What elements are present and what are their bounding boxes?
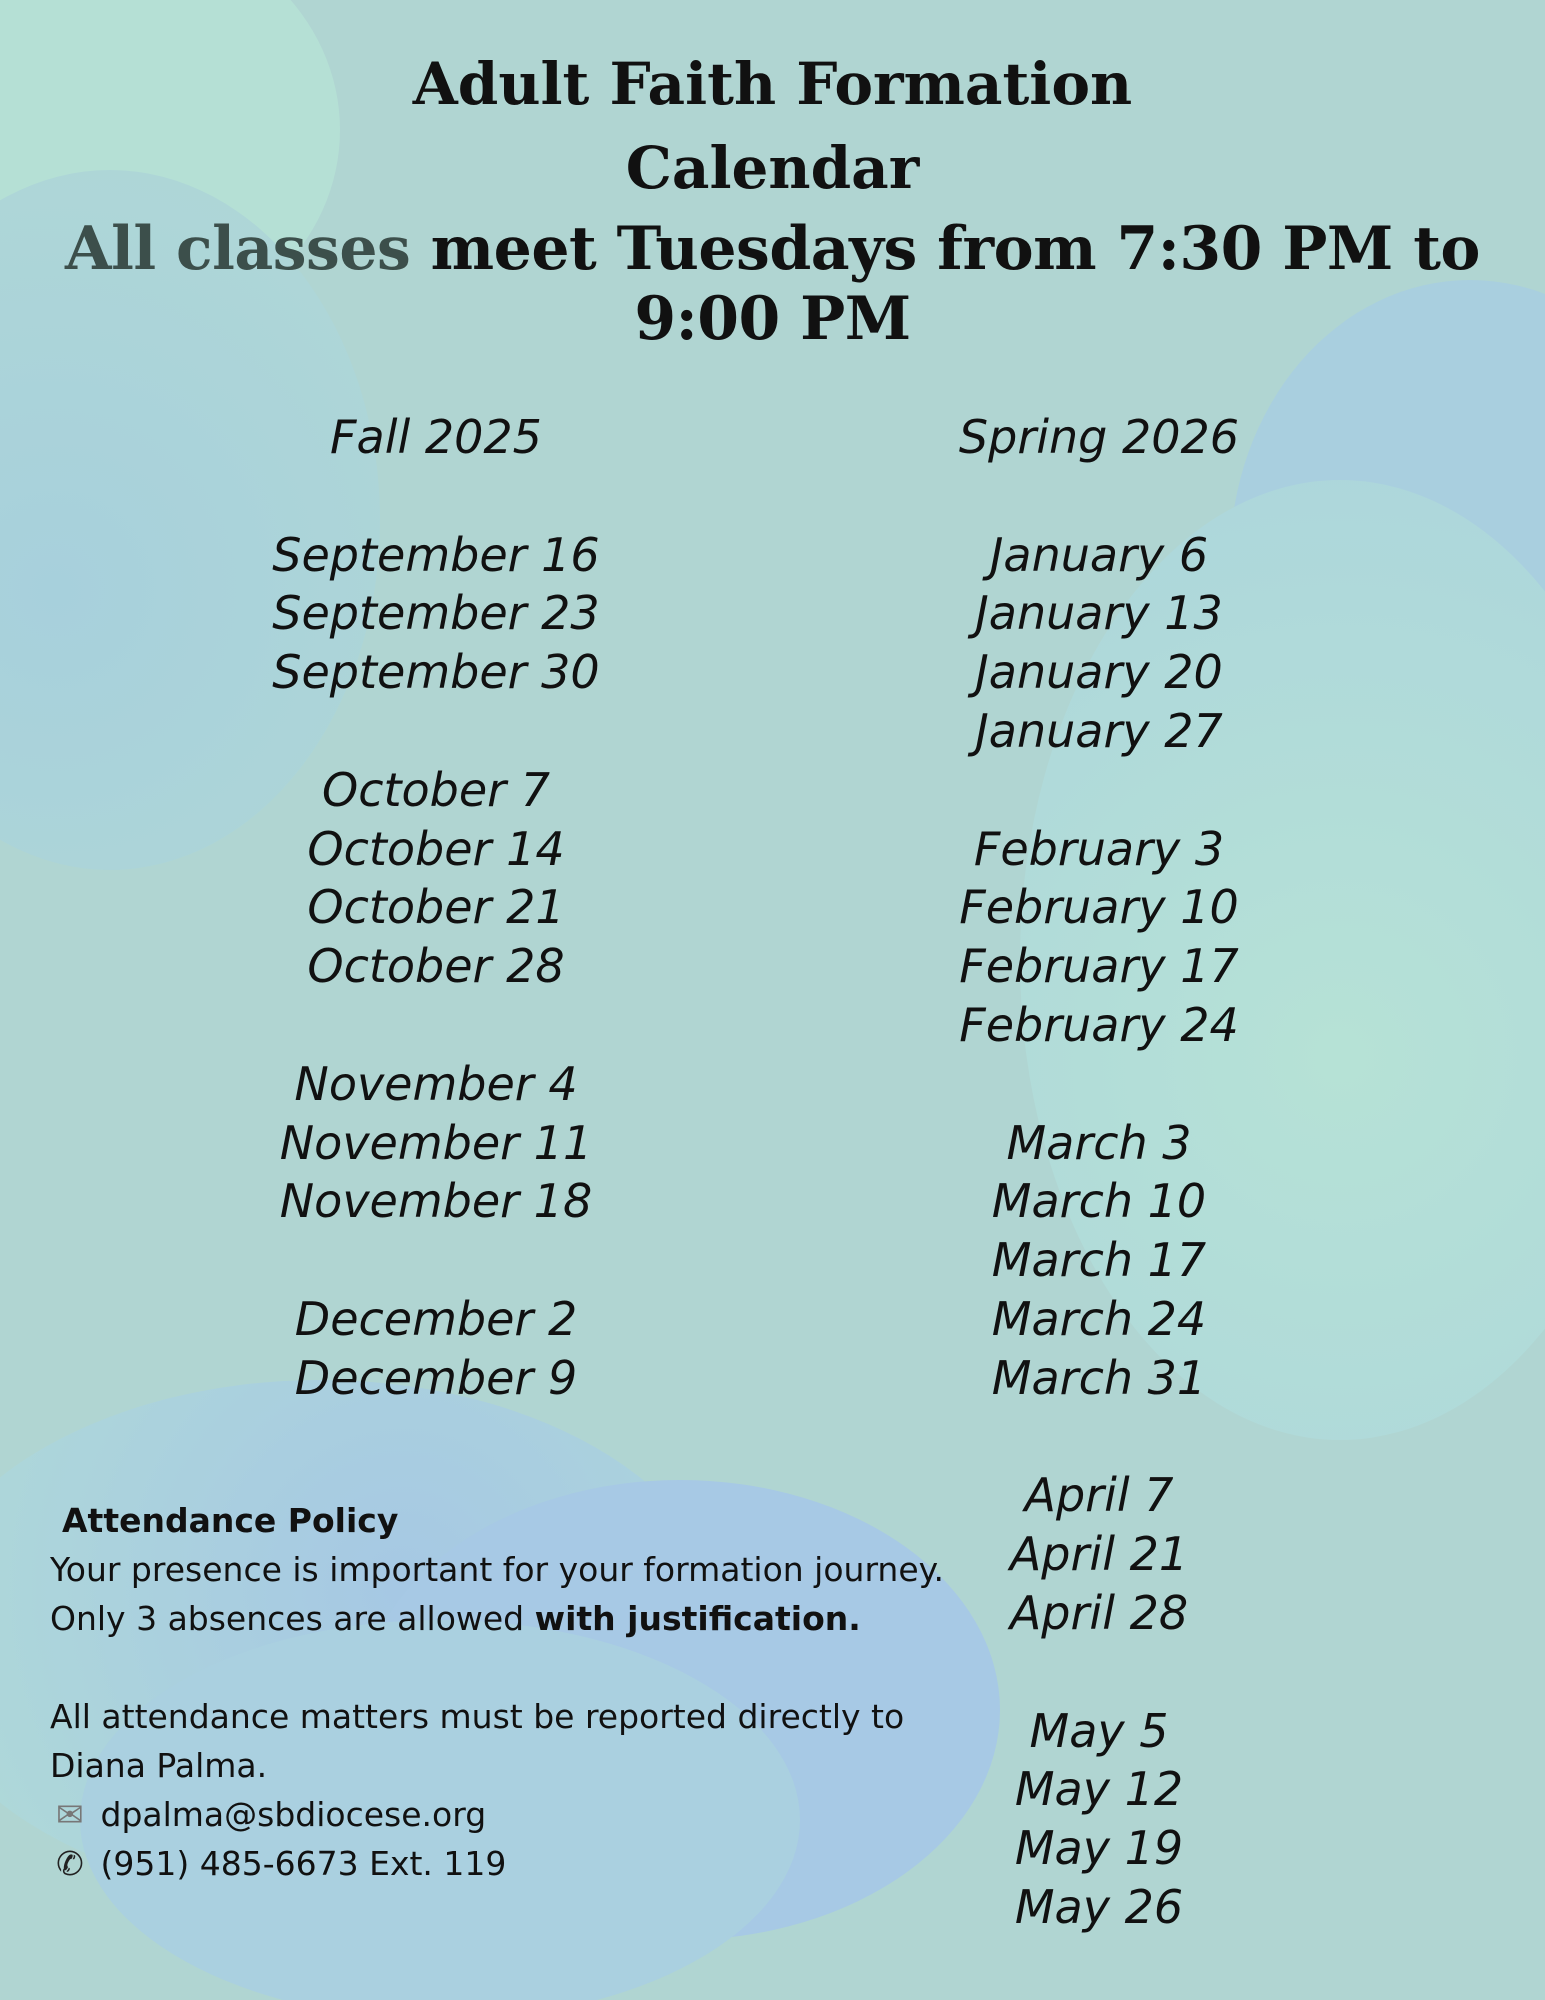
contact-phone [50, 1839, 970, 1888]
policy-heading: Attendance Policy [62, 1501, 399, 1540]
class-date: December 2 [294, 1291, 578, 1346]
class-date: January 27 [975, 703, 1223, 758]
page-title: Adult Faith Formation [412, 50, 1133, 118]
month-group [176, 1290, 696, 1408]
class-date: March 3 [1006, 1115, 1192, 1170]
policy-line [50, 1594, 970, 1643]
meeting-time-rest: meet Tuesdays from 7:30 PM to 9:00 PM [410, 214, 1480, 354]
class-date: November 11 [279, 1115, 593, 1170]
class-date: February 3 [973, 821, 1225, 876]
spring-season-heading: Spring 2026 [958, 410, 1240, 464]
class-date: September 23 [272, 586, 600, 641]
fall-schedule [176, 408, 696, 1466]
envelope-icon: ✉ [56, 1795, 84, 1834]
attendance-policy [50, 1496, 970, 1888]
class-date: January 6 [989, 527, 1209, 582]
class-date: May 5 [1029, 1703, 1169, 1758]
class-date: May 12 [1014, 1762, 1184, 1817]
class-date: March 24 [991, 1291, 1207, 1346]
class-date: April 7 [1024, 1468, 1174, 1523]
class-date: November 4 [294, 1056, 578, 1111]
contact-name: Diana Palma. [50, 1746, 268, 1785]
page-subtitle: Calendar [625, 134, 920, 202]
class-date: October 7 [322, 762, 550, 817]
fall-season-heading: Fall 2025 [330, 410, 542, 464]
class-date: December 9 [294, 1350, 578, 1405]
class-date: April 28 [1009, 1585, 1189, 1640]
class-date: September 30 [272, 645, 600, 700]
class-date: November 18 [279, 1174, 593, 1229]
class-date: March 10 [991, 1174, 1207, 1229]
class-date: March 31 [991, 1350, 1207, 1405]
class-date: February 24 [959, 997, 1239, 1052]
class-date: October 28 [307, 939, 565, 994]
phone-number[interactable]: (951) 485-6673 Ext. 119 [100, 1844, 507, 1883]
class-date: January 20 [975, 645, 1223, 700]
class-date: September 16 [272, 527, 600, 582]
phone-icon: ✆ [56, 1844, 84, 1883]
policy-line: Your presence is important for your formation journey. [50, 1550, 944, 1589]
class-date: March 17 [991, 1233, 1207, 1288]
class-date: April 21 [1009, 1527, 1189, 1582]
class-date: October 14 [307, 821, 565, 876]
meeting-time-lead: All classes [65, 214, 411, 284]
class-date: February 10 [959, 880, 1239, 935]
email-link[interactable]: dpalma@sbdiocese.org [100, 1795, 487, 1834]
class-date: January 13 [975, 586, 1223, 641]
month-group [176, 761, 696, 996]
policy-text: Only 3 absences are allowed [50, 1599, 535, 1638]
policy-emphasis: with justification. [534, 1599, 861, 1638]
month-group [839, 820, 1359, 1055]
class-date: October 21 [307, 880, 565, 935]
month-group [839, 1114, 1359, 1408]
meeting-time [0, 214, 1545, 354]
month-group [176, 526, 696, 702]
class-date: May 26 [1014, 1879, 1184, 1934]
class-date: May 19 [1014, 1821, 1184, 1876]
class-date: February 17 [959, 939, 1239, 994]
contact-email [50, 1790, 970, 1839]
month-group [839, 526, 1359, 761]
policy-line: All attendance matters must be reported directly to [50, 1697, 905, 1736]
month-group [176, 1055, 696, 1231]
